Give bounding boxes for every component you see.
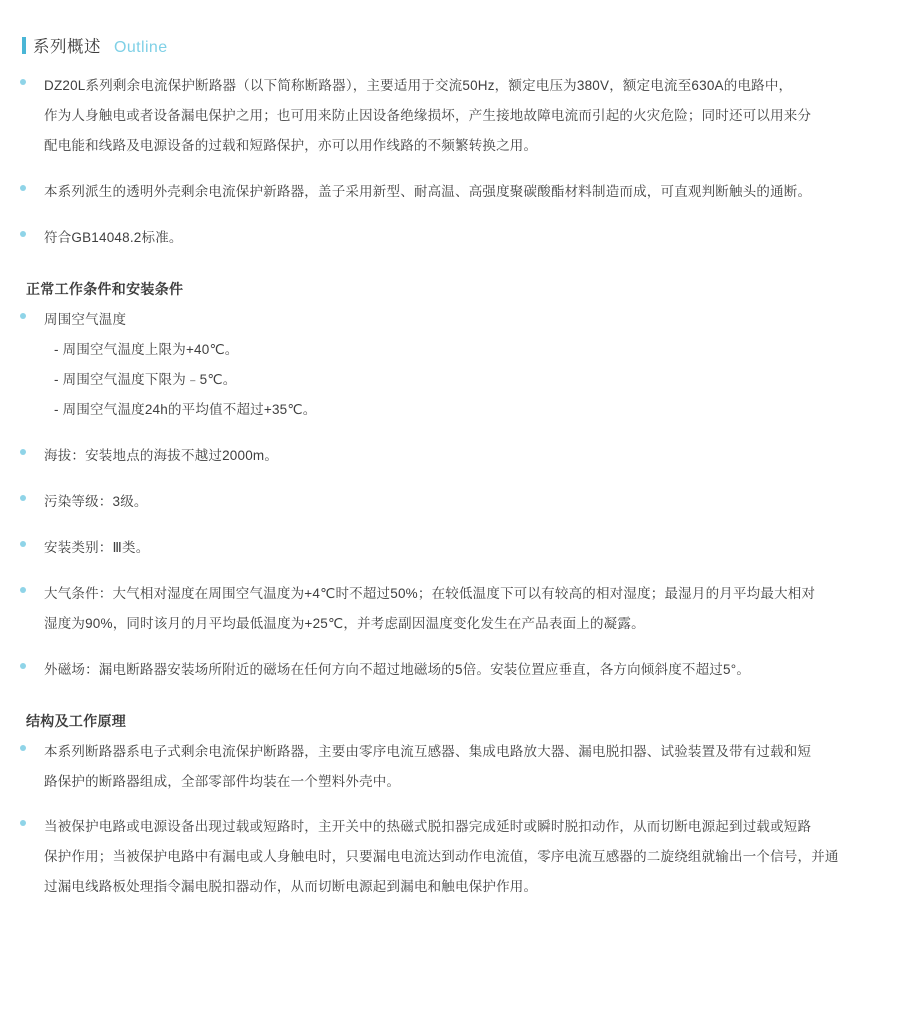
list-item [14, 487, 882, 517]
list-item [14, 177, 882, 207]
bullet-dot-icon [20, 495, 26, 501]
list-item [14, 812, 882, 902]
list-item [14, 71, 882, 161]
list-item [14, 655, 882, 685]
list-item-body [44, 223, 844, 253]
list-item-body [44, 487, 844, 517]
text-line: 作为人身触电或者设备漏电保护之用；也可用来防止因设备绝缘损坏，产生接地故障电流而引起的火灾危险；同时还可以用来分 [44, 107, 812, 123]
section-heading: 结构及工作原理 [26, 712, 127, 729]
text-line: 本系列断路器系电子式剩余电流保护断路器，主要由零序电流互感器、集成电路放大器、漏电脱扣器、试验装置及带有过载和短 [44, 743, 812, 759]
text-line: 路保护的断路器组成，全部零部件均装在一个塑料外壳中。 [44, 773, 401, 789]
text-line: 周围空气温度 [44, 311, 127, 327]
page-title [14, 0, 882, 57]
list-item-body [44, 812, 844, 902]
text-line: 保护作用；当被保护电路中有漏电或人身触电时，只要漏电电流达到动作电流值，零序电流互感器的二旋绕组就输出一个信号，并通 [44, 849, 839, 865]
list-item [14, 441, 882, 471]
page-title-cn: 系列概述 [33, 38, 101, 56]
text-line: 外磁场：漏电断路器安装场所附近的磁场在任何方向不超过地磁场的5倍。安装位置应垂直，各方向倾斜度不超过5°。 [44, 661, 751, 677]
bullet-dot-icon [20, 231, 26, 237]
list-item [14, 223, 882, 253]
bullet-dot-icon [20, 663, 26, 669]
text-line: 符合GB14048.2标准。 [44, 229, 183, 245]
bullet-dot-icon [20, 79, 26, 85]
list-item [14, 737, 882, 797]
bullet-dot-icon [20, 745, 26, 751]
section-heading: 正常工作条件和安装条件 [26, 280, 184, 297]
text-subline: - 周围空气温度24h的平均值不超过+35℃。 [54, 401, 317, 417]
title-accent-bar [22, 37, 26, 54]
list-item [14, 533, 882, 563]
list-item [14, 579, 882, 639]
content-blocks [14, 71, 882, 902]
page-title-en: Outline [114, 39, 168, 56]
bullet-dot-icon [20, 185, 26, 191]
list-item-body [44, 305, 844, 425]
text-line: 配电能和线路及电源设备的过载和短路保护，亦可以用作线路的不频繁转换之用。 [44, 137, 538, 153]
text-line: 本系列派生的透明外壳剩余电流保护新路器，盖子采用新型、耐高温、高强度聚碳酸酯材料制造而成，可直观判断触头的通断。 [44, 183, 812, 199]
text-line: 当被保护电路或电源设备出现过载或短路时，主开关中的热磁式脱扣器完成延时或瞬时脱扣动作，从而切断电源起到过载或短路 [44, 819, 812, 835]
text-line: 过漏电线路板处理指令漏电脱扣器动作，从而切断电源起到漏电和触电保护作用。 [44, 879, 538, 895]
text-line: 大气条件：大气相对湿度在周围空气温度为+4℃时不超过50%；在较低温度下可以有较高的相对湿度；最湿月的月平均最大相对 [44, 585, 816, 601]
bullet-dot-icon [20, 313, 26, 319]
list-item-body [44, 441, 844, 471]
bullet-dot-icon [20, 587, 26, 593]
list-item-body [44, 579, 844, 639]
list-item-body [44, 71, 844, 161]
list-item [14, 305, 882, 425]
text-line: 污染等级：3级。 [44, 493, 148, 509]
text-line: DZ20L系列剩余电流保护断路器（以下简称断路器），主要适用于交流50Hz，额定电压为380V，额定电流至630A的电路中， [44, 78, 793, 93]
text-subline: - 周围空气温度上限为+40℃。 [54, 341, 239, 357]
list-item-body [44, 177, 844, 207]
text-line: 湿度为90%，同时该月的月平均最低温度为+25℃，并考虑副因温度变化发生在产品表面上的凝露。 [44, 615, 645, 631]
bullet-dot-icon [20, 449, 26, 455]
text-line: 安装类别：Ⅲ类。 [44, 539, 150, 555]
bullet-dot-icon [20, 541, 26, 547]
bullet-dot-icon [20, 820, 26, 826]
text-subline: - 周围空气温度下限为﹣5℃。 [54, 371, 237, 387]
list-item-body [44, 533, 844, 563]
list-item-body [44, 655, 844, 685]
list-item-body [44, 737, 844, 797]
text-line: 海拔：安装地点的海拔不越过2000m。 [44, 447, 279, 463]
